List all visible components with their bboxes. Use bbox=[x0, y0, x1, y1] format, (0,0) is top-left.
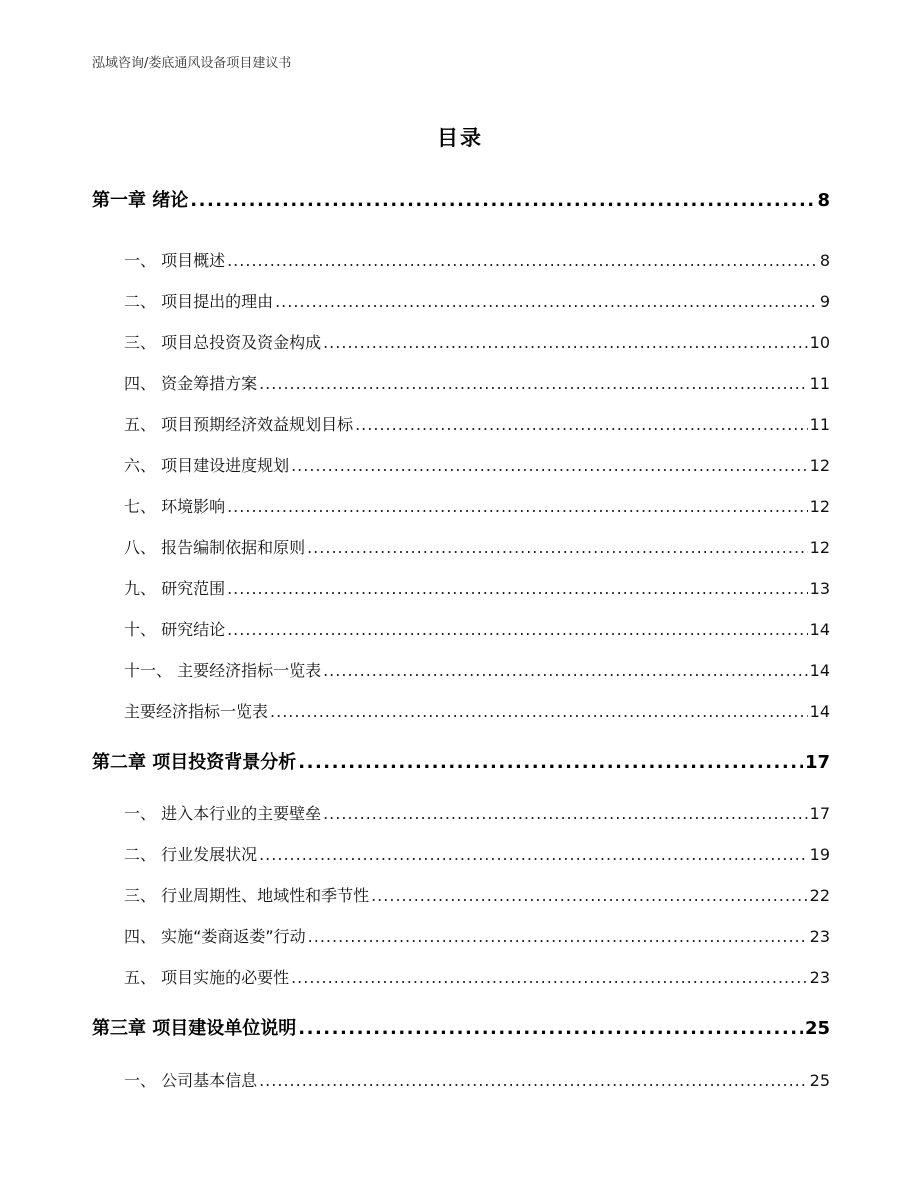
toc-entry-page: 12 bbox=[809, 456, 830, 475]
toc-entry[interactable] bbox=[124, 330, 830, 353]
dot-leader bbox=[355, 415, 808, 434]
toc-entry-page: 11 bbox=[809, 415, 830, 434]
toc-entry-page: 23 bbox=[809, 927, 830, 946]
dot-leader bbox=[227, 497, 808, 516]
toc-entry[interactable] bbox=[124, 535, 830, 558]
toc-entry[interactable] bbox=[124, 801, 830, 824]
toc-entry-label: 四、 实施“娄商返娄”行动 bbox=[124, 927, 306, 946]
toc-entry-label: 一、 进入本行业的主要壁垒 bbox=[124, 804, 322, 823]
toc-entry[interactable] bbox=[124, 617, 830, 640]
dot-leader bbox=[371, 886, 808, 905]
dot-leader bbox=[323, 661, 808, 680]
toc-entry[interactable] bbox=[124, 924, 830, 947]
toc-entry[interactable] bbox=[124, 412, 830, 435]
dot-leader bbox=[259, 845, 808, 864]
toc-entry-label: 五、 项目实施的必要性 bbox=[124, 968, 290, 987]
toc-entry-page: 11 bbox=[809, 374, 830, 393]
toc-entry-label: 第二章 项目投资背景分析 bbox=[92, 752, 297, 773]
toc-entry[interactable] bbox=[124, 371, 830, 394]
toc-entry-label: 十、 研究结论 bbox=[124, 620, 226, 639]
toc-entry[interactable] bbox=[124, 699, 830, 722]
toc-entry-page: 13 bbox=[809, 579, 830, 598]
toc-entry-chapter-3[interactable] bbox=[92, 1014, 830, 1040]
toc-entry-page: 17 bbox=[809, 804, 830, 823]
dot-leader bbox=[227, 620, 808, 639]
toc-entry-label: 十一、 主要经济指标一览表 bbox=[124, 661, 322, 680]
dot-leader bbox=[190, 190, 815, 211]
dot-leader bbox=[291, 968, 808, 987]
toc-entry-label: 三、 项目总投资及资金构成 bbox=[124, 333, 322, 352]
toc-title: 目录 bbox=[437, 126, 483, 150]
dot-leader bbox=[270, 702, 808, 721]
toc-entry-page: 8 bbox=[819, 251, 830, 270]
toc-entry-label: 七、 环境影响 bbox=[124, 497, 226, 516]
toc-entry[interactable] bbox=[124, 883, 830, 906]
dot-leader bbox=[298, 752, 803, 773]
toc-entry-label: 第一章 绪论 bbox=[92, 190, 189, 211]
toc-entry-page: 14 bbox=[809, 620, 830, 639]
dot-leader bbox=[323, 333, 808, 352]
dot-leader bbox=[275, 292, 818, 311]
toc-entry[interactable] bbox=[124, 576, 830, 599]
toc-entry[interactable] bbox=[124, 453, 830, 476]
dot-leader bbox=[307, 538, 808, 557]
toc-entry-page: 25 bbox=[809, 1071, 830, 1090]
toc-entry-page: 17 bbox=[804, 752, 830, 773]
toc-entry[interactable] bbox=[124, 289, 830, 312]
toc-entry-page: 14 bbox=[809, 661, 830, 680]
toc-entry-label: 五、 项目预期经济效益规划目标 bbox=[124, 415, 354, 434]
toc-entry-page: 23 bbox=[809, 968, 830, 987]
toc-entry-chapter-2[interactable] bbox=[92, 748, 830, 774]
dot-leader bbox=[291, 456, 808, 475]
toc-entry-chapter-1[interactable] bbox=[92, 186, 830, 212]
dot-leader bbox=[227, 251, 818, 270]
toc-entry-label: 主要经济指标一览表 bbox=[124, 702, 269, 721]
dot-leader bbox=[298, 1018, 803, 1039]
toc-entry-label: 第三章 项目建设单位说明 bbox=[92, 1018, 297, 1039]
toc-entry[interactable] bbox=[124, 1068, 830, 1091]
toc-entry[interactable] bbox=[124, 248, 830, 271]
toc-entry-page: 22 bbox=[809, 886, 830, 905]
toc-entry-label: 二、 行业发展状况 bbox=[124, 845, 258, 864]
toc-entry-label: 一、 项目概述 bbox=[124, 251, 226, 270]
toc-entry[interactable] bbox=[124, 658, 830, 681]
toc-entry-page: 10 bbox=[809, 333, 830, 352]
toc-entry-label: 一、 公司基本信息 bbox=[124, 1071, 258, 1090]
dot-leader bbox=[227, 579, 808, 598]
dot-leader bbox=[259, 1071, 808, 1090]
toc-entry-page: 12 bbox=[809, 497, 830, 516]
toc-entry-page: 14 bbox=[809, 702, 830, 721]
toc-entry-label: 三、 行业周期性、地域性和季节性 bbox=[124, 886, 370, 905]
toc-entry-label: 八、 报告编制依据和原则 bbox=[124, 538, 306, 557]
toc-entry-label: 二、 项目提出的理由 bbox=[124, 292, 274, 311]
running-header: 泓域咨询/娄底通风设备项目建议书 bbox=[92, 56, 292, 71]
toc-entry-label: 九、 研究范围 bbox=[124, 579, 226, 598]
toc-entry-page: 9 bbox=[819, 292, 830, 311]
toc-entry-page: 19 bbox=[809, 845, 830, 864]
toc-entry[interactable] bbox=[124, 494, 830, 517]
toc-entry-page: 12 bbox=[809, 538, 830, 557]
toc-entry[interactable] bbox=[124, 842, 830, 865]
dot-leader bbox=[259, 374, 808, 393]
toc-entry[interactable] bbox=[124, 965, 830, 988]
dot-leader bbox=[323, 804, 808, 823]
toc-entry-label: 四、 资金筹措方案 bbox=[124, 374, 258, 393]
dot-leader bbox=[308, 927, 808, 946]
toc-entry-page: 25 bbox=[804, 1018, 830, 1039]
toc-entry-page: 8 bbox=[817, 190, 830, 211]
toc-entry-label: 六、 项目建设进度规划 bbox=[124, 456, 290, 475]
